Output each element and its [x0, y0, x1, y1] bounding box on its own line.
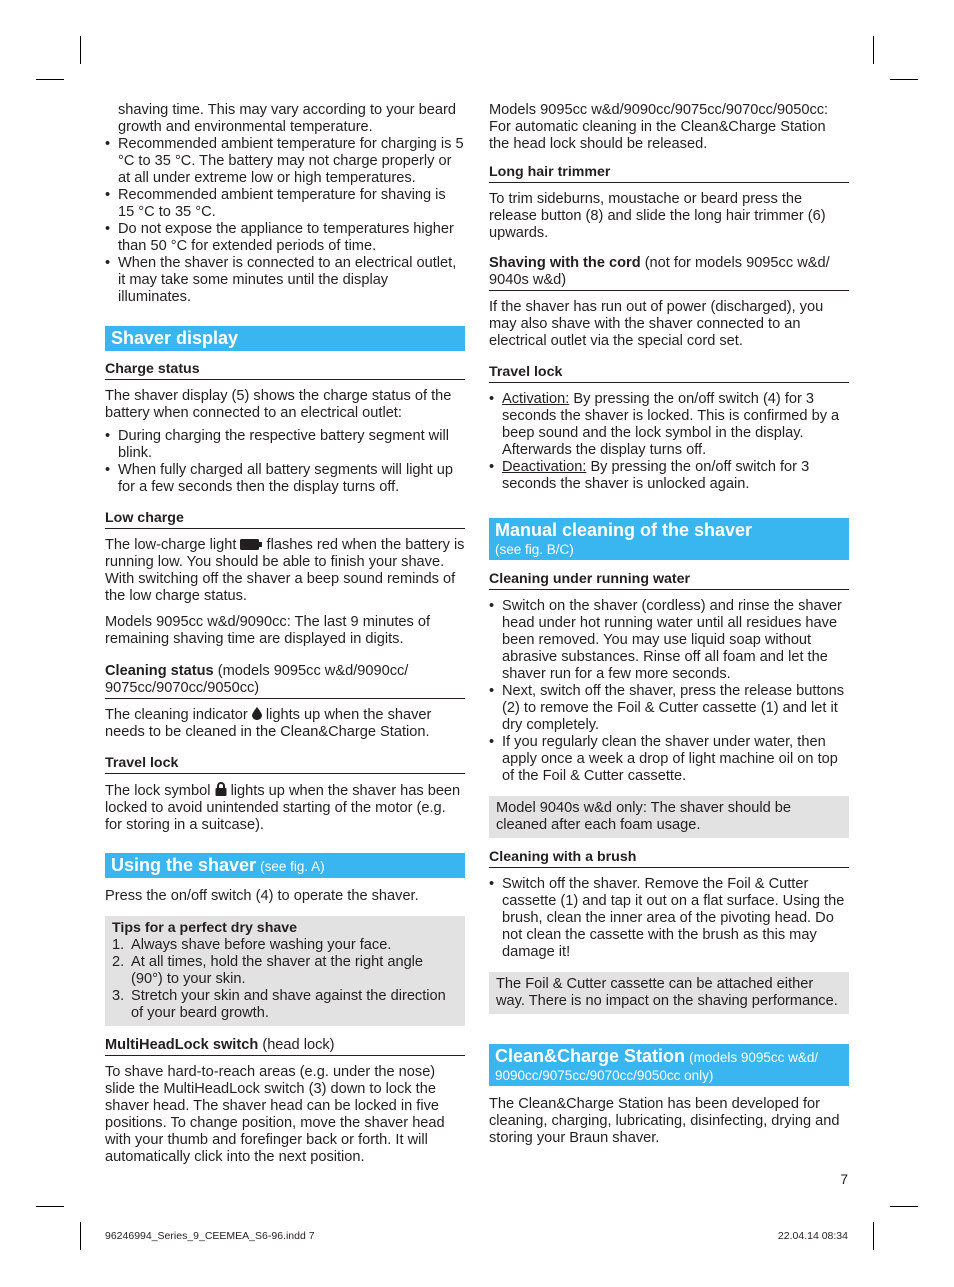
subheading-multiheadlock — [105, 1037, 465, 1056]
list-item — [112, 937, 458, 954]
list-item — [489, 459, 849, 493]
crop-mark — [890, 1206, 918, 1207]
subheading-low-charge: Low charge — [105, 510, 465, 529]
section-bar-clean-charge-station — [489, 1044, 849, 1086]
section-title: Shaver display — [111, 328, 239, 348]
crop-mark — [873, 1222, 874, 1250]
charge-status-text: The shaver display (5) shows the charge status of the battery when connected to an electrical outlet: — [105, 388, 452, 421]
cleaning-status-text — [105, 707, 465, 741]
section-bar-using-the-shaver — [105, 853, 465, 878]
text-fragment: lights up when the shaver has been locked to avoid unintended starting of the motor (e.g. for storing in a suitcase). — [105, 783, 461, 833]
section-title-note: (models 9095cc w&d/ — [689, 1050, 819, 1065]
brush-bullets — [489, 876, 849, 961]
subheading-text: Shaving with the cord — [489, 255, 641, 271]
subheading-note: (not for models 9095cc w&d/ 9040s w&d) — [489, 255, 830, 288]
left-column — [105, 102, 465, 1166]
intro-continuation: shaving time. This may vary according to your beard growth and environmental temperature. — [118, 102, 456, 135]
text-fragment: lights up when the shaver needs to be cleaned in the Clean&Charge Station. — [105, 707, 432, 740]
page-number: 7 — [840, 1171, 848, 1187]
charge-status-bullets — [105, 428, 465, 496]
text-fragment: The low-charge light — [105, 537, 237, 553]
section-bar-manual-cleaning — [489, 518, 849, 560]
low-charge-models-text: Models 9095cc w&d/9090cc: The last 9 minutes of remaining shaving time are displayed in digits. — [105, 614, 431, 647]
subheading-note: (models 9095cc w&d/9090cc/ 9075cc/9070cc/9050cc) — [105, 663, 409, 696]
footer-file-info: 96246994_Series_9_CEEMEA_S6-96.indd 7 — [105, 1230, 315, 1242]
section-title-note: (see fig. B/C) — [495, 542, 574, 557]
droplet-icon — [252, 707, 262, 720]
list-number: 3. — [112, 988, 125, 1004]
text-fragment: The cleaning indicator — [105, 707, 248, 723]
list-number: 1. — [112, 937, 125, 953]
lock-icon — [215, 782, 227, 796]
list-item — [112, 988, 458, 1022]
list-item: • Recommended ambient temperature for shaving is 15 °C to 35 °C. — [105, 187, 465, 221]
list-item: • If you regularly clean the shaver under water, then apply once a week a drop of light machine oil on top of the Foil & Cutter cassette. — [489, 734, 849, 785]
section-title: Manual cleaning of the shaver — [495, 520, 753, 540]
section-title-note: (see fig. A) — [260, 859, 325, 874]
list-item — [112, 954, 458, 988]
subheading-long-hair-trimmer: Long hair trimmer — [489, 164, 849, 183]
list-text: By pressing the on/off switch for 3 seconds the shaver is unlocked again. — [502, 459, 810, 492]
subheading-text: MultiHeadLock switch — [105, 1037, 259, 1053]
subheading-note: (head lock) — [262, 1037, 335, 1053]
crop-mark — [873, 36, 874, 64]
note-box-cassette: The Foil & Cutter cassette can be attached either way. There is no impact on the shaving performance. — [489, 972, 849, 1014]
crop-mark — [80, 1222, 81, 1250]
list-label: Deactivation: — [502, 459, 587, 475]
section-title: Clean&Charge Station — [495, 1046, 686, 1066]
list-item: • When fully charged all battery segments will light up for a few seconds then the display turns off. — [105, 462, 465, 496]
list-text: Stretch your skin and shave against the direction of your beard growth. — [131, 988, 446, 1021]
list-item: • Next, switch off the shaver, press the release buttons (2) to remove the Foil & Cutter cassette (1) and let it dry completely. — [489, 683, 849, 734]
multiheadlock-text: To shave hard-to-reach areas (e.g. under the nose) slide the MultiHeadLock switch (3) down to lock the shaver head. The shaver head can be locked in five positions. To change position, move the shaver head with your thumb and forefinger back or forth. It will automatically click into the next position. — [105, 1064, 445, 1165]
water-bullets — [489, 598, 849, 785]
low-charge-text — [105, 537, 465, 605]
list-text: Always shave before washing your face. — [131, 937, 392, 953]
station-text: The Clean&Charge Station has been developed for cleaning, charging, lubricating, disinfecting, drying and storing your Braun shaver. — [489, 1096, 840, 1146]
subheading-travel-lock: Travel lock — [489, 364, 849, 383]
subheading-cleaning-under-water: Cleaning under running water — [489, 571, 849, 590]
tips-list — [112, 937, 458, 1022]
subheading-cleaning-status — [105, 663, 465, 699]
text-fragment: The lock symbol — [105, 783, 211, 799]
list-item: • Recommended ambient temperature for charging is 5 °C to 35 °C. The battery may not charge properly or at all under extreme low or high temperatures. — [105, 136, 465, 187]
list-item: • When the shaver is connected to an electrical outlet, it may take some minutes until the display illuminates. — [105, 255, 465, 306]
subheading-cleaning-with-brush: Cleaning with a brush — [489, 849, 849, 868]
footer-date: 22.04.14 08:34 — [777, 1230, 848, 1242]
list-text: At all times, hold the shaver at the right angle (90°) to your skin. — [131, 954, 424, 987]
section-title-note: 9090cc/9075cc/9070cc/9050cc only) — [495, 1068, 714, 1083]
travel-lock-bullets — [489, 391, 849, 493]
crop-mark — [36, 1206, 64, 1207]
list-item: • During charging the respective battery segment will blink. — [105, 428, 465, 462]
section-bar-shaver-display — [105, 326, 465, 351]
list-item: • Switch on the shaver (cordless) and rinse the shaver head under hot running water until all residues have been removed. You may use liquid soap without abrasive substances. Rinse off all foam and let the shaver run for a few more seconds. — [489, 598, 849, 683]
text-fragment: flashes red when the battery is running low. You should be able to finish your shave. With switching off the shaver a beep sound reminds of the low charge status. — [105, 537, 465, 604]
tips-heading: Tips for a perfect dry shave — [112, 920, 298, 936]
list-item: • Switch off the shaver. Remove the Foil & Cutter cassette (1) and tap it out on a flat surface. Using the brush, clean the inner area of the pivoting head. Do not clean the cassette with the brush as this may damage it! — [489, 876, 849, 961]
list-item: • Do not expose the appliance to temperatures higher than 50 °C for extended periods of time. — [105, 221, 465, 255]
crop-mark — [80, 36, 81, 64]
list-item — [489, 391, 849, 459]
list-text: By pressing the on/off switch (4) for 3 seconds the shaver is locked. This is confirmed by a beep sound and the lock symbol in the display. Afterwards the display turns off. — [502, 391, 840, 458]
crop-mark — [36, 79, 64, 80]
travel-lock-text — [105, 782, 465, 834]
list-number: 2. — [112, 954, 125, 970]
subheading-charge-status: Charge status — [105, 361, 465, 380]
crop-mark — [890, 79, 918, 80]
battery-icon — [240, 539, 262, 550]
right-column — [489, 102, 849, 1147]
cord-text: If the shaver has run out of power (discharged), you may also shave with the shaver connected to an electrical outlet via the special cord set. — [489, 299, 824, 349]
long-hair-text: To trim sideburns, moustache or beard press the release button (8) and slide the long hair trimmer (6) upwards. — [489, 191, 826, 241]
subheading-travel-lock: Travel lock — [105, 755, 465, 774]
list-label: Activation: — [502, 391, 570, 407]
using-text: Press the on/off switch (4) to operate the shaver. — [105, 888, 419, 904]
intro-bullets — [105, 136, 465, 306]
note-box-9040s: Model 9040s w&d only: The shaver should be cleaned after each foam usage. — [489, 796, 849, 838]
subheading-shaving-with-cord — [489, 255, 849, 291]
subheading-text: Cleaning status — [105, 663, 214, 679]
tips-box — [105, 916, 465, 1026]
section-title: Using the shaver — [111, 855, 257, 875]
models-head-lock-text: Models 9095cc w&d/9090cc/9075cc/9070cc/9050cc: For automatic cleaning in the Clean&Charge Station the head lock should be released. — [489, 102, 829, 152]
